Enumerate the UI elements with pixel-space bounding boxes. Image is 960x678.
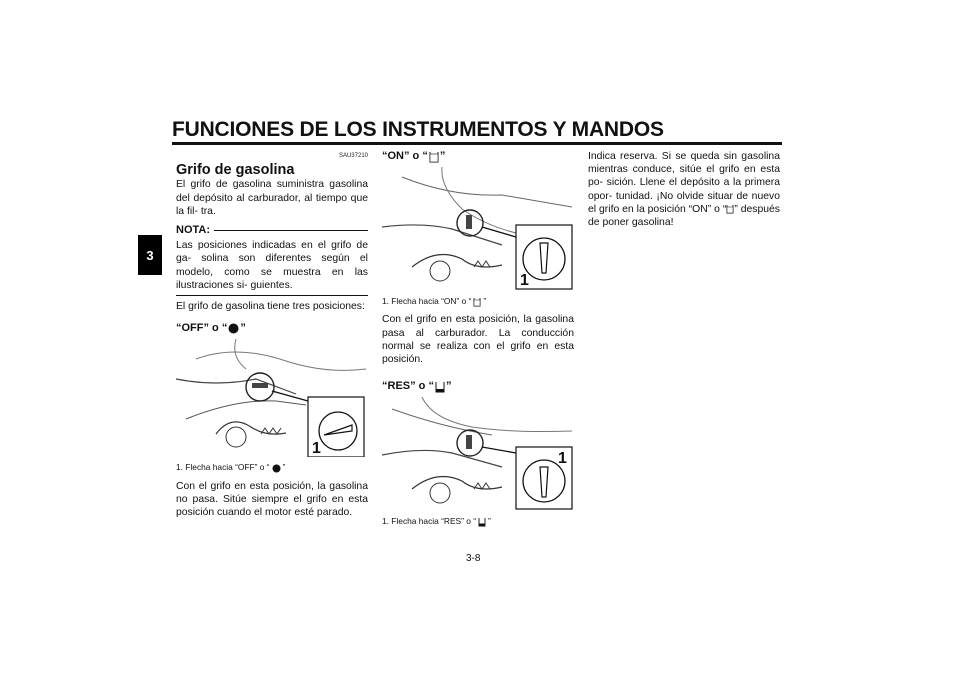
chapter-tab: 3 [138,235,162,275]
on-paragraph: Con el grifo en esta posición, la gasolina pasa al carburador. La conducción normal se realiza con el grifo en esta posición. [382,314,574,366]
positions-text: El grifo de gasolina tiene tres posiciones: [176,301,365,313]
fuel-reserve-can-icon [435,381,445,393]
note-label: NOTA: [176,224,211,237]
note-text: Las posiciones indicadas en el grifo de ga- solina son diferentes según el modelo, como se muestra en las ilustraciones si- guientes. [176,240,368,291]
on-heading-end: ” [439,150,446,162]
reserve-paragraph [588,150,780,229]
res-caption [382,515,574,528]
on-caption [382,295,574,308]
res-figure [382,397,574,511]
fuel-off-dot-icon [272,464,281,473]
page-number: 3-8 [466,553,481,564]
off-fig-callout: 1 [312,440,321,458]
on-heading [382,150,574,163]
section-code: SAU37210 [338,153,368,159]
off-caption-text: 1. Flecha hacia “OFF” o “ [176,462,270,473]
reserve-text: Indica reserva. Si se queda sin gasolina mientras conduce, sitúe el grifo en esta po- sición. Llene el depósito a la primera opor- tunidad. ¡No olvide situar de nuevo el grifo en la posición “ON” o “ [588,151,780,215]
fuel-full-can-icon [429,151,439,163]
section-title: Grifo de gasolina [176,162,295,179]
fuel-reserve-can-icon [478,517,486,527]
column-1 [176,150,368,519]
off-heading-label: “OFF” o “ [176,322,228,335]
page-header-title: FUNCIONES DE LOS INSTRUMENTOS Y MANDOS [172,118,664,141]
note-rule [214,230,368,231]
off-heading-end: ” [240,322,246,335]
res-caption-text: 1. Flecha hacia “RES” o “ [382,516,477,527]
fuel-off-dot-icon [228,323,239,334]
on-caption-end: ” [483,296,487,307]
column-3 [588,150,780,229]
off-heading [176,322,368,335]
intro-paragraph: El grifo de gasolina suministra gasolina del depósito al carburador, al tiempo que la fil- tra. [176,179,368,217]
off-figure [176,339,368,457]
note-heading [176,224,368,237]
off-caption [176,461,368,474]
on-figure [382,167,574,291]
res-heading-label: “RES” o “ [382,380,434,393]
header-rule [172,142,782,145]
on-caption-text: 1. Flecha hacia “ON” o “ [382,296,472,307]
res-caption-end: ” [488,516,491,527]
note-end-rule [176,295,368,296]
on-heading-label: “ON” o “ [382,150,428,162]
reserve-text-end: ” después de poner gasolina! [588,203,780,229]
fuel-full-can-icon [473,297,481,307]
column-2 [382,150,574,534]
off-paragraph: Con el grifo en esta posición, la gasolina no pasa. Sitúe siempre el grifo en esta posición cuando el motor esté parado. [176,480,368,519]
on-fig-callout: 1 [520,272,529,290]
res-heading-end: ” [445,380,452,393]
off-caption-end: ” [282,462,286,473]
res-fig-callout: 1 [558,450,567,468]
res-heading [382,380,574,393]
